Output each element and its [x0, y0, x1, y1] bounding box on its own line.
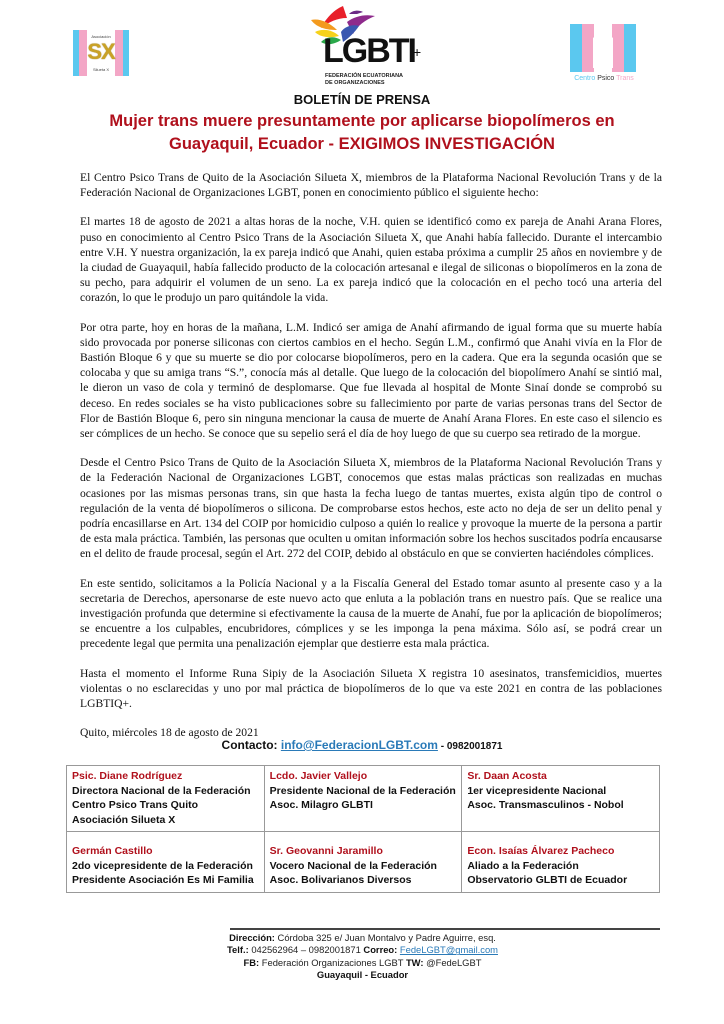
article-body [80, 170, 662, 755]
signatory-name: Sr. Geovanni Jaramillo [269, 845, 383, 857]
signatory-role: Vocero Nacional de la Federación [269, 859, 437, 872]
logo-federation-line2: DE ORGANIZACIONES [325, 80, 385, 86]
centro-psico-trans-logo [570, 24, 636, 84]
footer-tw-label: TW: [405, 956, 424, 968]
signatory-cell [67, 832, 265, 893]
signatory-cell [67, 766, 265, 832]
footer-social [200, 957, 525, 969]
signatory-org: Asoc. Bolivarianos Diversos [269, 874, 412, 886]
footer-mail-label: Correo: [363, 944, 398, 956]
house-icon [592, 28, 614, 68]
silueta-x-logo [73, 30, 129, 76]
signatory-name: Lcdo. Javier Vallejo [269, 770, 368, 782]
signatory-cell [462, 832, 660, 893]
signatory-org: Asoc. Milagro GLBTI [269, 799, 373, 811]
contact-email-link[interactable]: info@FederacionLGBT.com [280, 738, 438, 752]
logo-caption-word: Trans [616, 75, 634, 82]
footer-city-value: Guayaquil - Ecuador [316, 968, 409, 980]
signatories-table [66, 765, 660, 893]
paragraph: Hasta el momento el Informe Runa Sipiy de la Asociación Silueta X registra 10 asesinatos, transfemicidios, muertes violentas o no esclarecidas y uno por mal práctica de biopolímeros de lo que va este 2021 en contra de las poblaciones LGBTIQ+. [80, 666, 662, 711]
logo-stripe [123, 30, 129, 76]
logo-top-text: Asociación [91, 34, 111, 39]
contact-label: Contacto: [221, 738, 278, 752]
logo-caption-word: Centro [574, 75, 596, 82]
signatory-org: Centro Psico Trans Quito [72, 799, 199, 811]
footer [200, 932, 525, 981]
signatory-role: 1er vicepresidente Nacional [467, 784, 607, 797]
footer-tel-label: Telf.: [227, 944, 249, 956]
signatory-cell [264, 766, 462, 832]
headline-line: Mujer trans muere presuntamente por aplicarse biopolímeros en [109, 112, 615, 130]
logo-bottom-text: Silueta X [92, 67, 109, 72]
paragraph: El martes 18 de agosto de 2021 a altas horas de la noche, V.H. quien se identificó como ex pareja de Anahi Arana Flores, puso en conocimiento al Centro Psico Trans de la Asociación Silueta X, que Anahi había fallecido. Durante el intercambio entre V.H. Y nuestra organización, la ex pareja indicó que Anahi, quien estaba próxima a cumplir 25 años en noviembre y de la ciudad de Guayaquil, había fallecido producto de la colocación artesanal e ilegal de siliconas o biopolímeros en la zona de su pecho, para adquirir el volumen de un seno. La ex pareja indicó que la colocación en el pecho tocó una arteria del corazón, lo que le produjo un paro quitándole la vida. [80, 215, 662, 305]
footer-phone-mail [200, 944, 525, 956]
headline [60, 110, 664, 156]
signatory-role: Aliado a la Federación [467, 859, 579, 872]
footer-fb-value: Federación Organizaciones LGBT [259, 956, 406, 968]
paragraph: Por otra parte, hoy en horas de la mañana, L.M. Indicó ser amiga de Anahí afirmando de igual forma que su muerte había sido provocada por ponerse siliconas con ciertos cambios en el hecho. Según L.M., confirmó que Anahi vivía en la Flor de Bastión Bloque 6 y que su muerte se dio por colocarse biopolímeros, pero en la cadera. Que era la segunda ocasión que se colocaba y que su amiga trans “S.”, conocía más al detalle. Que luego de la colocación del biopolímero Anahí se sintió mal, le dieron un vaso de cola y terminó de desplomarse. Que fue llevada al hospital de Monte Sinaí donde se comprobó su deceso. En redes sociales se ha visto publicaciones sobre su fallecimiento por parte de varias personas trans del Sector de Flor de Bastión Bloque 6, pero sin ninguna mencionar la causa de muerte de Anahí Arana Flores. En este caso el silencio es ser cómplices de un hecho. Se conoce que su sepelio será el día de hoy luego de que su cuerpo sea retirado de la morgue. [80, 320, 662, 441]
document-label: BOLETÍN DE PRENSA [293, 92, 431, 107]
lgbti-federation-logo [295, 2, 430, 90]
footer-city [200, 969, 525, 981]
paragraph: El Centro Psico Trans de Quito de la Asociación Silueta X, miembros de la Plataforma Nacional Revolución Trans y de la Federación Nacional de Organizaciones LGBT, ponen en conocimiento público el siguiente hecho: [80, 171, 662, 200]
footer-tw-value: @FedeLGBT [423, 956, 482, 968]
signatory-org: Observatorio GLBTI de Ecuador [467, 874, 628, 886]
logo-stripe [570, 24, 582, 72]
paragraph: Desde el Centro Psico Trans de Quito de la Asociación Silueta X, miembros de la Plataforma Nacional Revolución Trans y de la Federación Nacional de Organizaciones LGBT, conocemos que estas malas prácticas son realizadas en muchas ocasiones por las mismas personas trans, sin que hasta la fecha luego de tantas muertes, exista algún tipo de control o regulación de la venta dé biopolímeros o silicona. De comprobarse estos hechos, este acto no deja de ser un delito penal y podría encasillarse en Art. 134 del COIP por homicidio culposo a quién lo realice y provoque la muerte de la persona a partir de esta mala práctica. También, las personas que oculten u omitan información sobre los hechos suscitados podría encausarse en el delito de fraude procesal, según el Art. 272 del COIP, debido al obstáculo en que se convierten haciéndoles cómplices. [80, 456, 662, 561]
logo-federation-line1: FEDERACIÓN ECUATORIANA [325, 73, 404, 79]
table-row [67, 766, 660, 832]
logo-sx-mark: SX [87, 39, 115, 64]
contact-separator: - [437, 741, 447, 752]
signatory-name: Sr. Daan Acosta [467, 770, 547, 782]
signatory-role: Directora Nacional de la Federación [72, 784, 251, 797]
footer-fb-label: FB: [243, 956, 260, 968]
footer-tel-value: 042562964 – 0982001871 [248, 944, 364, 956]
footer-address-value: Córdoba 325 e/ Juan Montalvo y Padre Aguirre, esq. [274, 932, 496, 943]
logo-lgbti-text: LGBTI [323, 32, 415, 70]
signatory-cell [264, 832, 462, 893]
signatory-org: Asoc. Transmasculinos - Nobol [467, 799, 624, 811]
footer-address [200, 932, 525, 944]
logo-plus: + [413, 44, 422, 60]
logo-caption [568, 75, 640, 82]
footer-address-label: Dirección: [229, 932, 275, 943]
headline-line: Guayaquil, Ecuador - EXIGIMOS INVESTIGACIÓN [169, 135, 555, 153]
signatory-cell [462, 766, 660, 832]
signatory-name: Germán Castillo [72, 845, 153, 857]
contact-line [0, 738, 724, 752]
footer-mail-link[interactable]: FedeLGBT@gmail.com [399, 944, 498, 956]
signatory-name: Psic. Diane Rodríguez [72, 770, 183, 782]
logo-caption-word: Psico [597, 75, 615, 82]
date-line: Quito, miércoles 18 de agosto de 2021 [80, 726, 259, 740]
paragraph: En este sentido, solicitamos a la Policía Nacional y a la Fiscalía General del Estado tomar asunto al presente caso y a la secretaria de Derechos, apersonarse de este nuevo acto que enluta a la población trans en nuestro país. Que se realice una investigación profunda que determine si efectivamente la causa de la muerte de Anahí, fue por la aplicación de biopolímeros; se encuentre a los culpables, encubridores, cómplices y se les imponga la pena máxima. Sólo así, se podrá crear un precedente legal que permita una penalización ejemplar que destierre esta mala práctica. [80, 576, 662, 651]
signatory-name: Econ. Isaías Álvarez Pacheco [467, 845, 615, 857]
table-row [67, 832, 660, 893]
signatory-org: Presidente Asociación Es Mi Familia [72, 874, 254, 886]
signatory-role: Presidente Nacional de la Federación [269, 784, 456, 797]
logo-stripe [624, 24, 636, 72]
signatory-role: 2do vicepresidente de la Federación [72, 859, 253, 872]
signatory-org: Asociación Silueta X [72, 813, 176, 826]
footer-divider [230, 928, 660, 930]
contact-phone: 0982001871 [446, 741, 503, 752]
